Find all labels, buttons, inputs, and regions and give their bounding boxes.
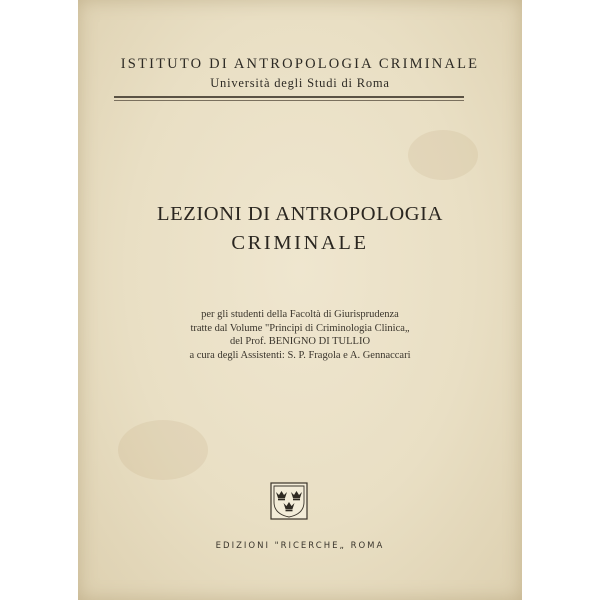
subtitle-line-4: a cura degli Assistenti: S. P. Fragola e A. Gennaccari: [189, 349, 411, 361]
book-cover: [78, 0, 522, 600]
publisher-imprint: EDIZIONI "RICERCHE„ ROMA: [215, 541, 385, 551]
header-rule: [114, 96, 464, 98]
book-subtitle: [78, 308, 522, 362]
subtitle-line-2: tratte dal Volume "Principi di Criminologia Clinica„: [190, 322, 410, 334]
paper-stain: [408, 130, 478, 180]
subtitle-line-3: del Prof. BENIGNO DI TULLIO: [229, 336, 371, 347]
title-line-2: CRIMINALE: [231, 232, 369, 254]
header-rule-thin: [114, 100, 464, 101]
title-line-1: LEZIONI DI ANTROPOLOGIA: [157, 203, 443, 225]
university-name: Università degli Studi di Roma: [210, 76, 390, 90]
book-title: [78, 200, 522, 258]
subtitle-line-1: per gli studenti della Facoltà di Giurisprudenza: [201, 309, 399, 320]
institute-name: ISTITUTO DI ANTROPOLOGIA CRIMINALE: [120, 56, 480, 72]
three-crowns-shield-icon: [270, 482, 308, 520]
cover-header: [78, 56, 522, 91]
paper-stain: [118, 420, 208, 480]
